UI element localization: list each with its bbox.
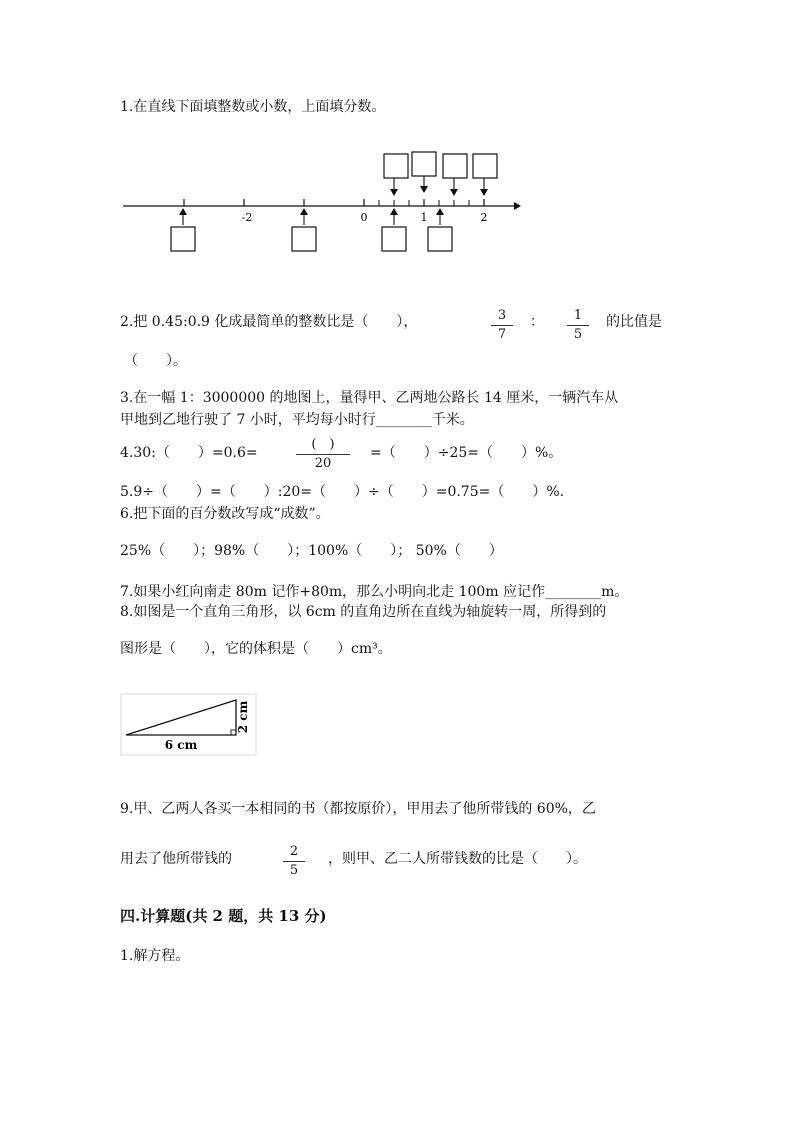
- tick-label-1: 1: [420, 211, 428, 224]
- upper-box-2[interactable]: [412, 152, 436, 176]
- q5-text: 5.9÷（ ）=（ ）:20=（ ）÷（ ）=0.75=（ ）%.: [120, 484, 565, 500]
- q9-fraction-num: 2: [289, 844, 299, 859]
- fraction-bar: [491, 325, 513, 326]
- tick-label-neg2: -2: [241, 211, 253, 224]
- up-arrows: [183, 214, 440, 225]
- up-arrowheads: [179, 208, 444, 215]
- section4-q1: 1.解方程。: [120, 948, 190, 964]
- q2-fraction-b-den: 5: [573, 327, 583, 342]
- q3-line1: 3.在一幅 1：3000000 的地图上，量得甲、乙两地公路长 14 厘米，一辆汽车从: [120, 390, 619, 406]
- q2-fraction-b: [567, 308, 589, 343]
- q4-part2: =（ ）÷25=（ ）%。: [370, 445, 563, 461]
- down-arrowheads: [390, 186, 488, 196]
- q2-part1: 2.把 0.45:0.9 化成最简单的整数比是（ ），: [120, 314, 418, 330]
- q6-title: 6.把下面的百分数改写成“成数”。: [120, 506, 330, 522]
- q9-part2: ，则甲、乙二人所带钱数的比是（ ）。: [328, 851, 587, 867]
- number-line-arrowhead: [514, 202, 521, 210]
- q8-line2: 图形是（ ），它的体积是（ ）cm³。: [120, 641, 392, 657]
- q7-text: 7.如果小红向南走 80m 记作+80m，那么小明向北走 100m 应记作________m。: [120, 584, 629, 600]
- fraction-bar: [296, 454, 350, 455]
- q9-part1: 用去了他所带钱的: [120, 851, 232, 867]
- q3-line2: 甲地到乙地行驶了 7 小时，平均每小时行________千米。: [120, 412, 474, 428]
- q6-items: 25%（ ）；98%（ ）；100%（ ）； 50%（ ）: [120, 543, 503, 559]
- q9-fraction: [283, 844, 305, 879]
- number-line-figure: [118, 148, 528, 258]
- q4-fraction-num: ( ): [311, 437, 335, 452]
- q2-fraction-b-num: 1: [573, 308, 583, 323]
- lower-box-1[interactable]: [171, 227, 195, 251]
- triangle-base-label: 6 cm: [164, 738, 198, 752]
- lower-box-4[interactable]: [428, 227, 452, 251]
- q9-line1: 9.甲、乙两人各买一本相同的书（都按原价），甲用去了他所带钱的 60%，乙: [120, 801, 596, 817]
- upper-answer-boxes: [384, 152, 497, 178]
- upper-box-4[interactable]: [473, 154, 497, 178]
- q8-line1: 8.如图是一个直角三角形，以 6cm 的直角边所在直线为轴旋转一周，所得到的: [120, 604, 607, 620]
- fraction-bar: [283, 861, 305, 862]
- lower-box-2[interactable]: [292, 227, 316, 251]
- upper-box-3[interactable]: [443, 154, 467, 178]
- q4-fraction-den: 20: [314, 456, 332, 471]
- tick-label-0: 0: [360, 211, 368, 224]
- q2-colon: ：: [530, 314, 544, 330]
- q2-part3: （ ）。: [124, 353, 187, 369]
- lower-answer-boxes: [171, 227, 452, 251]
- triangle-shape: [126, 700, 236, 735]
- q2-part2: 的比值是: [606, 314, 662, 330]
- q2-fraction-a: [491, 308, 513, 343]
- q2-fraction-a-den: 7: [497, 327, 507, 342]
- q4-fraction: [296, 437, 350, 472]
- section-heading: 四.计算题(共 2 题，共 13 分): [120, 907, 327, 925]
- lower-box-3[interactable]: [382, 227, 406, 251]
- fraction-bar: [567, 325, 589, 326]
- tick-label-2: 2: [480, 211, 488, 224]
- q1-text: 1.在直线下面填整数或小数，上面填分数。: [120, 99, 386, 115]
- q9-fraction-den: 5: [289, 863, 299, 878]
- q2-fraction-a-num: 3: [497, 308, 507, 323]
- upper-box-1[interactable]: [384, 154, 408, 178]
- right-triangle-figure: [120, 693, 260, 757]
- q4-part1: 4.30:（ ）=0.6=: [120, 445, 258, 461]
- triangle-height-label: 2 cm: [236, 700, 250, 734]
